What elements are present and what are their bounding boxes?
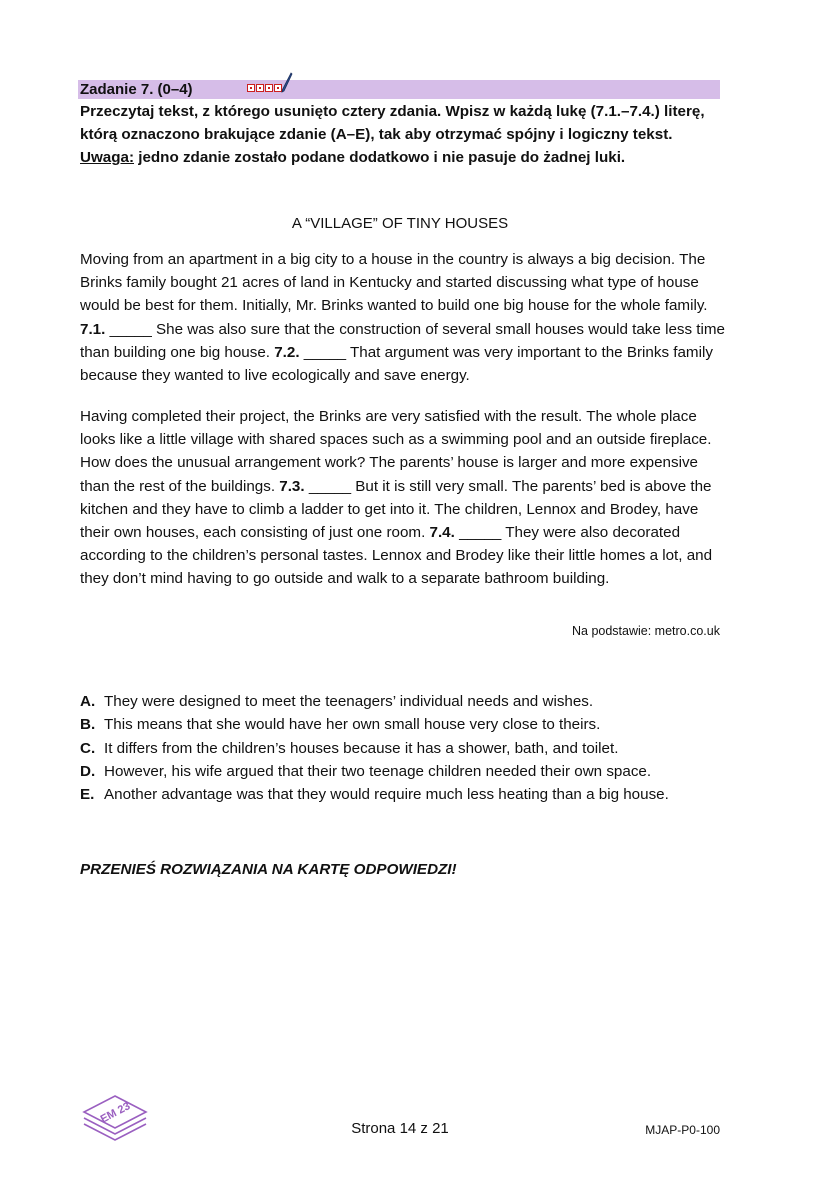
option-letter: E. [80, 786, 95, 804]
article-paragraph-1 [80, 248, 730, 387]
article-title: A “VILLAGE” OF TINY HOUSES [291, 215, 509, 232]
transfer-note: PRZENIEŚ ROZWIĄZANIA NA KARTĘ ODPOWIEDZI! [80, 861, 457, 878]
option-e [80, 783, 730, 806]
gap-label-7-2: 7.2. [274, 343, 300, 361]
task-header [78, 80, 720, 99]
article-source: Na podstawie: metro.co.uk [572, 624, 720, 638]
option-letter: B. [80, 716, 96, 734]
task-instruction [80, 100, 730, 169]
paragraph-text: _____ But it is still very small. The parents’ bed is above the kitchen and they have to climb a ladder to get into it. The children, Lennox and Brodey, have their own houses, each consisting of just one room. [80, 477, 712, 542]
instruction-text: Przeczytaj tekst, z którego usunięto cztery zdania. Wpisz w każdą lukę (7.1.–7.4.) literę, którą oznaczono brakujące zdanie (A–E), tak aby otrzymać spójny i logiczny tekst. [80, 103, 705, 143]
score-boxes [247, 84, 282, 92]
pen-icon [281, 72, 293, 94]
checkbox-icon [265, 84, 273, 92]
gap-label-7-1: 7.1. [80, 320, 106, 338]
option-text: However, his wife argued that their two teenage children needed their own space. [104, 762, 652, 780]
option-text: They were designed to meet the teenagers’ individual needs and wishes. [104, 693, 594, 710]
article-paragraph-2 [80, 405, 730, 591]
paragraph-text: _____ She was also sure that the construction of several small houses would take less time than building one big house. [80, 320, 725, 361]
option-letter: D. [80, 762, 96, 780]
answer-options [80, 690, 730, 806]
option-letter: C. [80, 739, 96, 757]
option-a [80, 690, 730, 713]
gap-label-7-4: 7.4. [429, 524, 455, 542]
checkbox-icon [256, 84, 264, 92]
option-text: This means that she would have her own small house very close to theirs. [104, 716, 601, 734]
paragraph-text: _____ They were also decorated according to the children’s personal tastes. Lennox and Brodey like their little homes a lot, and they don’t mind having to go outside and walk to a separate bathroom building. [80, 524, 713, 588]
task-title: Zadanie 7. (0–4) [80, 81, 193, 98]
option-d [80, 760, 730, 783]
logo-text: EM 23 [98, 1100, 133, 1126]
exam-code: MJAP-P0-100 [645, 1123, 720, 1137]
paragraph-text: Having completed their project, the Brinks are very satisfied with the result. The whole place looks like a little village with shared spaces such as a swimming pool and an outside fireplace. How does the unusual arrangement work? The parents’ house is larger and more expensive than the rest of the buildings. [80, 408, 712, 495]
note-text: jedno zdanie zostało podane dodatkowo i nie pasuje do żadnej luki. [134, 149, 626, 166]
gap-label-7-3: 7.3. [279, 477, 305, 495]
option-text: It differs from the children’s houses because it has a shower, bath, and toilet. [104, 739, 619, 757]
option-text: Another advantage was that they would require much less heating than a big house. [104, 786, 669, 804]
option-b [80, 713, 730, 736]
option-c [80, 737, 730, 760]
paragraph-text: _____ That argument was very important to the Brinks family because they wanted to live ecologically and save energy. [80, 343, 713, 385]
checkbox-icon [247, 84, 255, 92]
note-label: Uwaga: [80, 149, 135, 166]
page-number: Strona 14 z 21 [351, 1120, 449, 1137]
paragraph-text: Moving from an apartment in a big city to a house in the country is always a big decision. The Brinks family bought 21 acres of land in Kentucky and started discussing what type of house would be best for them. Initially, Mr. Brinks wanted to build one big house for the whole family. [80, 251, 708, 315]
option-letter: A. [80, 693, 96, 710]
